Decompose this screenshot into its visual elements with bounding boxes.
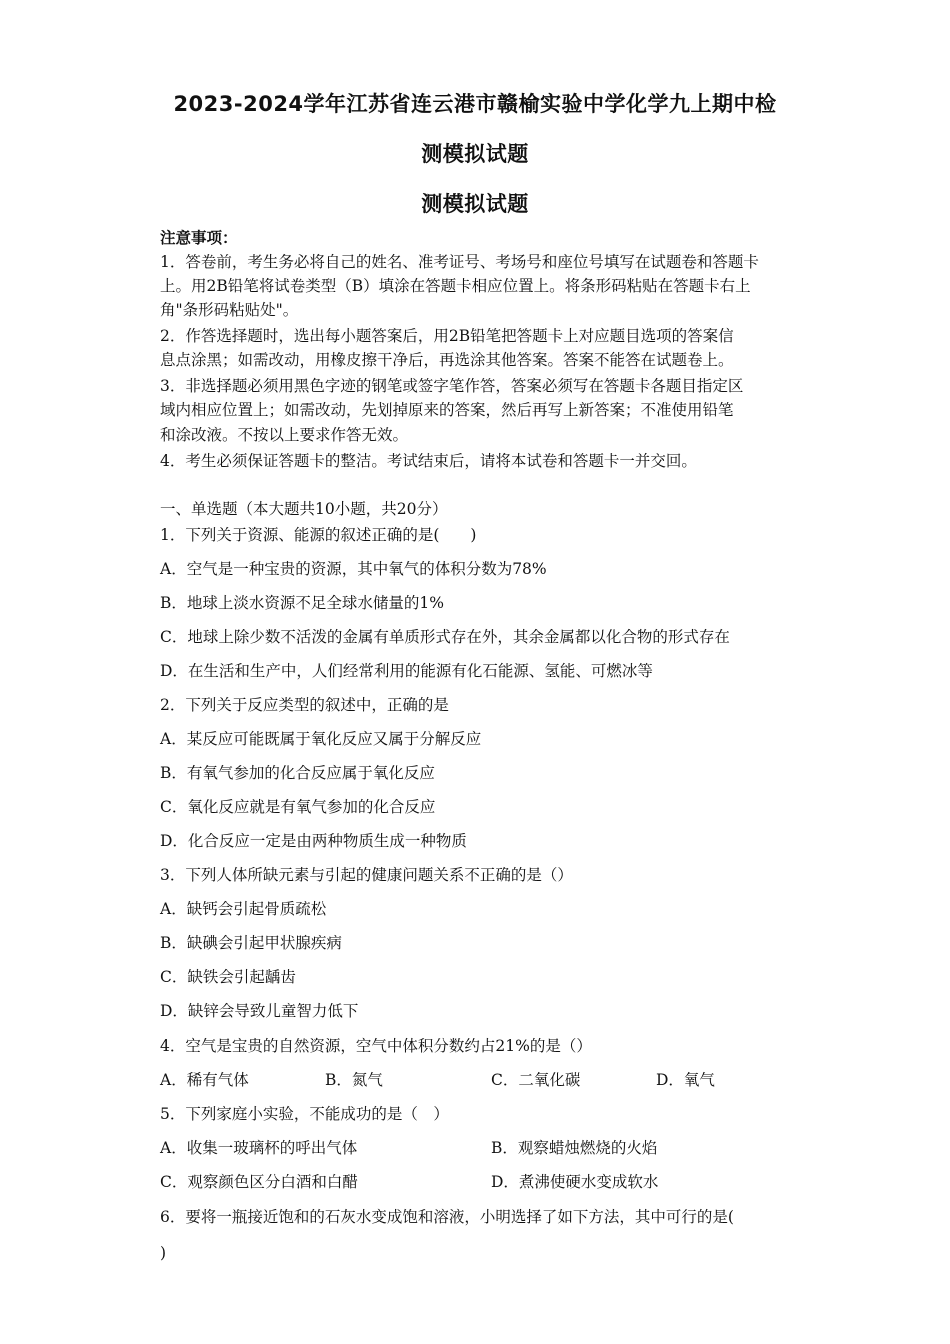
question-6-stem-continued: ) — [160, 1244, 167, 1262]
question-4-option-a: A．稀有气体 — [160, 1071, 249, 1089]
question-2-option-d: D．化合反应一定是由两种物质生成一种物质 — [160, 832, 467, 850]
page-subtitle: 测模拟试题 — [421, 192, 529, 216]
section-heading: 一、单选题（本大题共10小题，共20分） — [160, 500, 448, 518]
page-title-line-2: 测模拟试题 — [421, 142, 529, 166]
question-4-option-d: D．氧气 — [656, 1071, 715, 1089]
question-2-option-a: A．某反应可能既属于氧化反应又属于分解反应 — [160, 730, 482, 748]
question-3-option-b: B．缺碘会引起甲状腺疾病 — [160, 934, 342, 952]
question-2-option-c: C．氧化反应就是有氧气参加的化合反应 — [160, 798, 436, 816]
question-1-option-a: A．空气是一种宝贵的资源，其中氧气的体积分数为78% — [160, 560, 547, 578]
notice-line: 4．考生必须保证答题卡的整洁。考试结束后，请将本试卷和答题卡一并交回。 — [160, 452, 697, 470]
question-4-option-c: C．二氧化碳 — [491, 1071, 581, 1089]
notice-line: 上。用2B铅笔将试卷类型（B）填涂在答题卡相应位置上。将条形码粘贴在答题卡右上 — [160, 277, 751, 295]
question-5-option-b: B．观察蜡烛燃烧的火焰 — [491, 1139, 658, 1157]
question-1-option-c: C．地球上除少数不活泼的金属有单质形式存在外，其余金属都以化合物的形式存在 — [160, 628, 730, 646]
question-1-stem: 1．下列关于资源、能源的叙述正确的是( ) — [160, 526, 477, 544]
question-3-option-a: A．缺钙会引起骨质疏松 — [160, 900, 327, 918]
notice-line: 角"条形码粘贴处"。 — [160, 301, 299, 319]
question-4-stem: 4．空气是宝贵的自然资源，空气中体积分数约占21%的是（） — [160, 1037, 592, 1055]
question-1-option-b: B．地球上淡水资源不足全球水储量的1% — [160, 594, 444, 612]
question-2-option-b: B．有氧气参加的化合反应属于氧化反应 — [160, 764, 435, 782]
page-title: 2023-2024学年江苏省连云港市赣榆实验中学化学九上期中检 — [173, 92, 777, 116]
notice-heading: 注意事项： — [160, 228, 238, 247]
question-2-stem: 2．下列关于反应类型的叙述中，正确的是 — [160, 696, 449, 714]
question-6-stem: 6．要将一瓶接近饱和的石灰水变成饱和溶液，小明选择了如下方法，其中可行的是( — [160, 1208, 734, 1226]
question-1-option-d: D．在生活和生产中，人们经常利用的能源有化石能源、氢能、可燃冰等 — [160, 662, 653, 680]
question-3-option-d: D．缺锌会导致儿童智力低下 — [160, 1002, 359, 1020]
notice-line: 3．非选择题必须用黑色字迹的钢笔或签字笔作答，答案必须写在答题卡各题目指定区 — [160, 377, 744, 395]
notice-line: 域内相应位置上；如需改动，先划掉原来的答案，然后再写上新答案；不准使用铅笔 — [160, 401, 734, 419]
question-4-option-b: B．氮气 — [325, 1071, 383, 1089]
question-3-stem: 3．下列人体所缺元素与引起的健康问题关系不正确的是（） — [160, 866, 573, 884]
notice-line: 息点涂黑；如需改动，用橡皮擦干净后，再选涂其他答案。答案不能答在试题卷上。 — [160, 351, 734, 369]
notice-line: 2．作答选择题时，选出每小题答案后，用2B铅笔把答题卡上对应题目选项的答案信 — [160, 327, 734, 345]
question-3-option-c: C．缺铁会引起龋齿 — [160, 968, 296, 986]
question-5-stem: 5．下列家庭小实验，不能成功的是（ ） — [160, 1105, 449, 1123]
question-5-option-a: A．收集一玻璃杯的呼出气体 — [160, 1139, 358, 1157]
notice-line: 1．答卷前，考生务必将自己的姓名、准考证号、考场号和座位号填写在试题卷和答题卡 — [160, 253, 759, 271]
question-5-option-c: C．观察颜色区分白酒和白醋 — [160, 1173, 358, 1191]
question-5-option-d: D．煮沸使硬水变成软水 — [491, 1173, 659, 1191]
notice-line: 和涂改液。不按以上要求作答无效。 — [160, 426, 409, 444]
